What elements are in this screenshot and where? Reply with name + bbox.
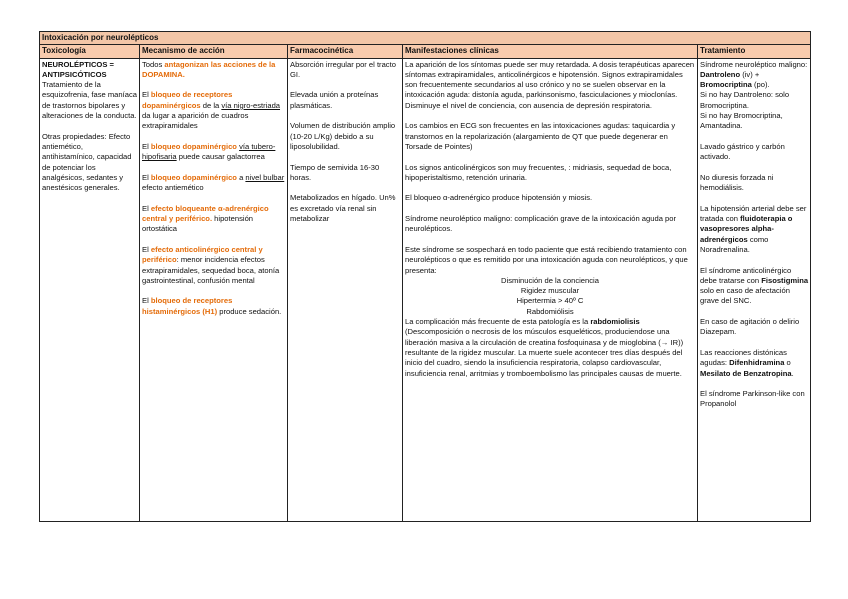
treatment-dystonia: Las reacciones distónicas agudas: Difenhidramina o Mesilato de Benzatropina. (700, 347, 794, 378)
clinical-nms-suspicion: Este síndrome se sospechará en todo paciente que está recibiendo tratamiento con neurolépticos o que es remitido por una intoxicación aguda con neurolépticos, y que presenta: (405, 244, 688, 275)
pk-absorption: Absorción irregular por el tracto GI. (290, 59, 396, 79)
properties-text: Otras propiedades: Efecto antiemético, antihistamínico, capacidad de potenciar los analgésicos, sedantes y anestésicos generales. (42, 131, 132, 193)
treatment-no-diuresis: No diuresis forzada ni hemodiálisis. (700, 172, 774, 193)
pk-half-life: Tiempo de semivida 16-30 horas. (290, 162, 380, 182)
mechanism-4: El bloqueo dopaminérgico a nivel bulbar efecto antiemético (142, 172, 285, 193)
header-manifestaciones: Manifestaciones clínicas (403, 45, 698, 58)
clinical-ecg: Los cambios en ECG son frecuentes en las intoxicaciones agudas: taquicardia y transtornos en la repolarización (alargamiento de QT que puede degenerar en Torsade de Pointes) (405, 121, 676, 151)
clinical-nms: Síndrome neuroléptico maligno: complicación grave de la intoxicación aguda por neurolépticos. (405, 214, 677, 234)
mechanism-5: El efecto bloqueante α-adrenérgico central y periférico. hipotensión ortostática (142, 203, 269, 234)
clinical-anticholinergic: Los signos anticolinérgicos son muy frecuentes, : midriasis, sequedad de boca, hipoperistaltismo, retención urinaria. (405, 162, 672, 182)
indications-text: Tratamiento de la esquizofrenia, fase maníaca de trastornos bipolares y alteraciones de la conducta. (42, 80, 137, 121)
treatment-anticholinergic: El síndrome anticolinérgico debe tratarse con Fisostigmina solo en caso de afectación grave del SNC. (700, 265, 809, 306)
mechanism-1: Todos antagonizan las acciones de la DOPAMINA. (142, 59, 276, 79)
pk-protein-binding: Elevada unión a proteínas plasmáticas. (290, 90, 379, 110)
header-toxicologia: Toxicología (40, 45, 140, 58)
table-title: Intoxicación por neurolépticos (40, 32, 811, 45)
farmacocinetica-cell (288, 58, 403, 521)
content-row (40, 58, 811, 521)
treatment-no-dantrolene: Si no hay Dantroleno: solo Bromocriptina. (700, 90, 790, 110)
mechanism-3: El bloqueo dopaminérgico vía tubero-hipofisaria puede causar galactorrea (142, 141, 276, 162)
header-tratamiento: Tratamiento (698, 45, 811, 58)
treatment-no-bromocriptine: Si no hay Bromocriptina, Amantadina. (700, 111, 783, 131)
mecanismo-cell (140, 58, 288, 521)
drug-class-name: NEUROLÉPTICOS = ANTIPSICÓTICOS (42, 59, 114, 79)
clinical-alpha-blockade: El bloqueo α-adrenérgico produce hipotensión y miosis. (405, 193, 593, 203)
manifestaciones-cell (403, 58, 698, 521)
tratamiento-cell (698, 58, 811, 521)
mechanism-2: El bloqueo de receptores dopaminérgicos de la vía nigro-estriada da lugar a aparición de cuadros extrapiramidales (142, 90, 281, 131)
list-item: Rabdomiólisis (526, 306, 574, 316)
neuroleptics-table (39, 31, 811, 522)
list-item: Hipertermia > 40º C (516, 296, 584, 306)
treatment-hypotension: La hipotensión arterial debe ser tratada con fluidoterapia o vasopresores alpha-adrenérgicos como Noradrenalina. (700, 203, 807, 254)
treatment-lavage: Lavado gástrico y carbón activado. (700, 141, 785, 162)
header-mecanismo: Mecanismo de acción (140, 45, 288, 58)
title-row (40, 32, 811, 45)
treatment-parkinson: El síndrome Parkinson-like con Propanolol (700, 389, 805, 409)
header-row (40, 45, 811, 58)
pk-metabolism: Metabolizados en hígado. Un% es excretado vía renal sin metabolizar (290, 193, 396, 224)
clinical-onset: La aparición de los síntomas puede ser muy retardada. A dosis terapéuticas aparecen síntomas extrapiramidales, anticolinérgicos e hipotensión. Signos extrapiramidales son frecuentemente secundarios al uso crónico y no se suelen observar en la intoxicación aguda: distonía aguda, parkinsonismo, fasciculaciones y mioclonías. Disminuye el nivel de conciencia, con ausencia de depresión respiratoria. (405, 59, 695, 110)
clinical-rhabdomyolysis: La complicación más frecuente de esta patología es la rabdomiolisis (Descomposición o necrosis de los músculos esqueléticos, produciendose una liberación masiva a la circulación de creatina fosfoquinasa y de mioglobina (→ IR)) resultante de la rigidez muscular. La muerte suele acontecer tres días después del inicio del cuadro, siendo la insuficiencia respiratoria, colapso cardiovascular, insuficiencia renal, arritmias y tromboembolismo las principales causas de muerte. (405, 317, 684, 378)
mechanism-6: El efecto anticolinérgico central y periférico: menor incidencia efectos extrapiramidales, sequedad boca, atonía gastrointestinal, confusión mental (142, 244, 280, 285)
treatment-agitation: En caso de agitación o delirio Diazepam. (700, 317, 800, 337)
list-item: Disminución de la conciencia (501, 275, 599, 285)
mechanism-7: El bloqueo de receptores histaminérgicos (H1) produce sedación. (142, 296, 282, 316)
header-farmacocinetica: Farmacocinética (288, 45, 403, 58)
toxicologia-cell (40, 58, 140, 521)
pk-distribution: Volumen de distribución amplio (10-20 L/Kg) debido a su liposolubilidad. (290, 121, 396, 151)
treatment-nms: Síndrome neuroléptico maligno: Dantroleno (iv) + Bromocriptina (po). (700, 59, 808, 90)
list-item: Rigidez muscular (520, 286, 580, 296)
